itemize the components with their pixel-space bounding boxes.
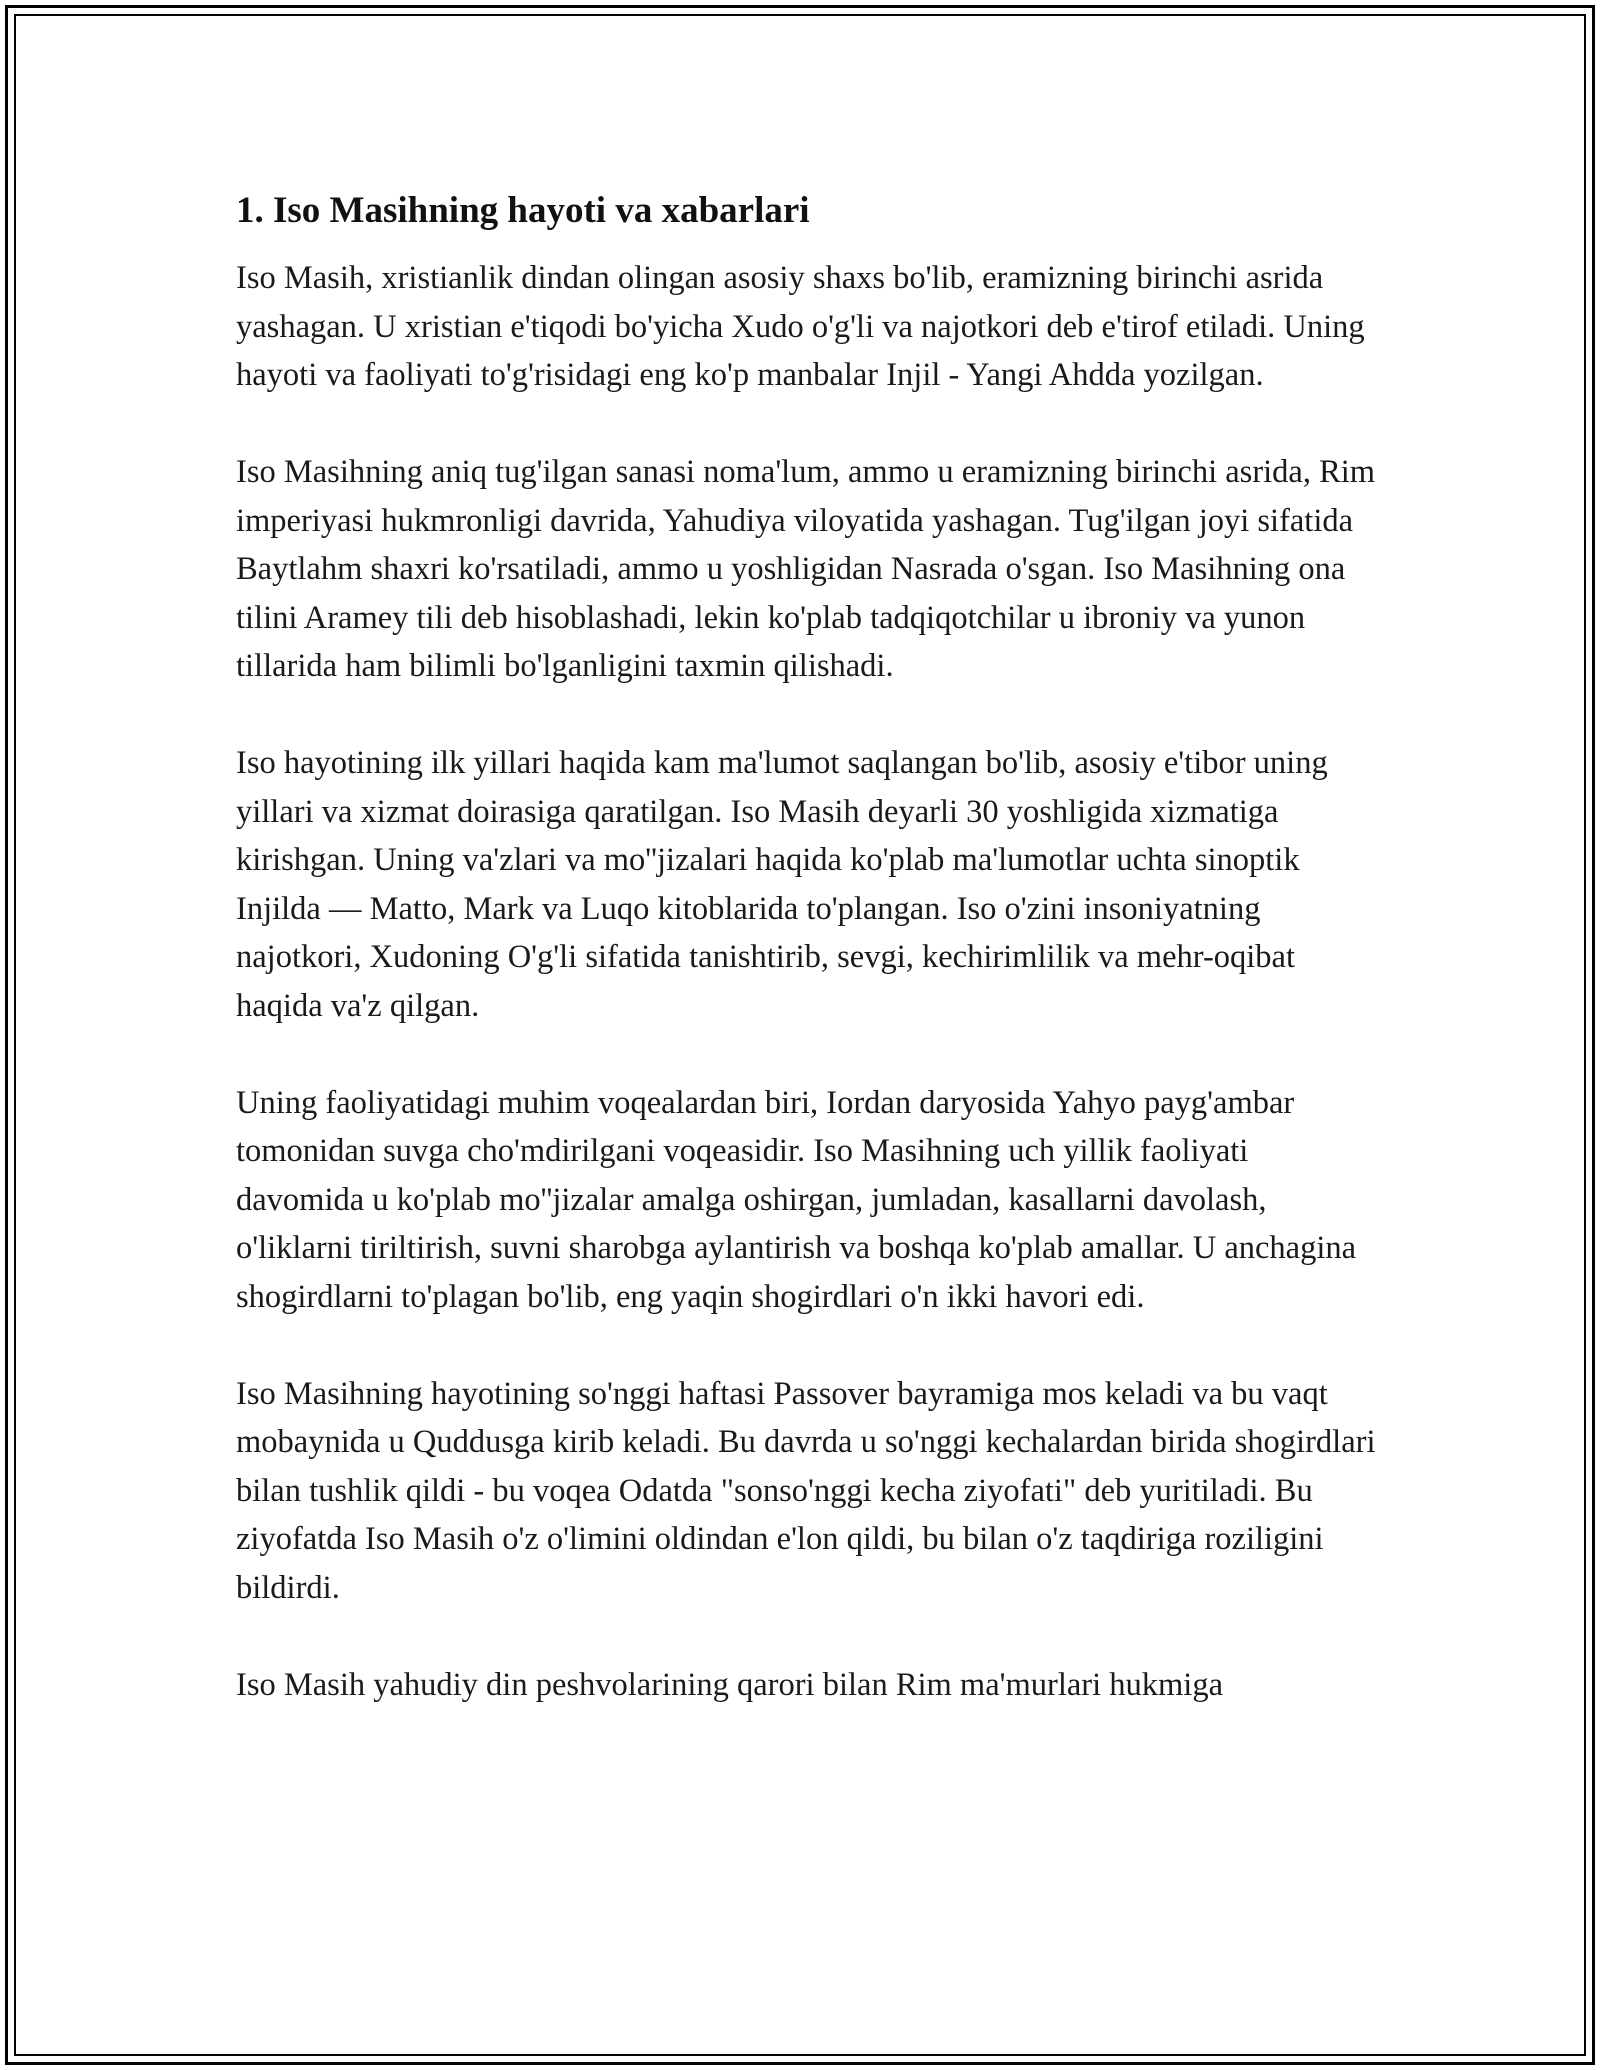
paragraph-1: Iso Masih, xristianlik dindan olingan asosiy shaxs bo'lib, eramizning birinchi asrida yashagan. U xristian e'tiqodi bo'yicha Xudo o'g'li va najotkori deb e'tirof etiladi. Uning hayoti va faoliyati to'g'risidagi eng ko'p manbalar Injil - Yangi Ahdda yozilgan. xyxy=(236,260,1365,393)
section-heading: 1. Iso Masihning hayoti va xabarlari xyxy=(236,190,810,231)
paragraph-4: Uning faoliyatidagi muhim voqealardan biri, Iordan daryosida Yahyo payg'ambar tomonidan suvga cho'mdirilgani voqeasidir. Iso Masihning uch yillik faoliyati davomida u ko'plab mo''jizalar amalga oshirgan, jumladan, kasallarni davolash, o'liklarni tiriltirish, suvni sharobga aylantirish va boshqa ko'plab amallar. U anchagina shogirdlarni to'plagan bo'lib, eng yaqin shogirdlari o'n ikki havori edi. xyxy=(236,1084,1357,1315)
document-page xyxy=(236,186,1376,1758)
paragraph-3: Iso hayotining ilk yillari haqida kam ma'lumot saqlangan bo'lib, asosiy e'tibor uning yillari va xizmat doirasiga qaratilgan. Iso Masih deyarli 30 yoshligida xizmatiga kirishgan. Uning va'zlari va mo''jizalari haqida ko'plab ma'lumotlar uchta sinoptik Injilda — Matto, Mark va Luqo kitoblarida to'plangan. Iso o'zini insoniyatning najotkori, Xudoning O'g'li sifatida tanishtirib, sevgi, kechirimlilik va mehr-oqibat haqida va'z qilgan. xyxy=(236,745,1328,1024)
paragraph-2: Iso Masihning aniq tug'ilgan sanasi noma'lum, ammo u eramizning birinchi asrida, Rim imperiyasi hukmronligi davrida, Yahudiya viloyatida yashagan. Tug'ilgan joyi sifatida Baytlahm shaxri ko'rsatiladi, ammo u yoshligidan Nasrada o'sgan. Iso Masihning ona tilini Aramey tili deb hisoblashadi, lekin ko'plab tadqiqotchilar u ibroniy va yunon tillarida ham bilimli bo'lganligini taxmin qilishadi. xyxy=(236,454,1376,684)
paragraph-6: Iso Masih yahudiy din peshvolarining qarori bilan Rim ma'murlari hukmiga xyxy=(236,1666,1224,1703)
paragraph-5: Iso Masihning hayotining so'nggi haftasi Passover bayramiga mos keladi va bu vaqt mobaynida u Quddusga kirib keladi. Bu davrda u so'nggi kechalardan birida shogirdlari bilan tushlik qildi - bu voqea Odatda "sonso'nggi kecha ziyofati" deb yuritiladi. Bu ziyofatda Iso Masih o'z o'limini oldindan e'lon qildi, bu bilan o'z taqdiriga roziligini bildirdi. xyxy=(236,1375,1376,1606)
